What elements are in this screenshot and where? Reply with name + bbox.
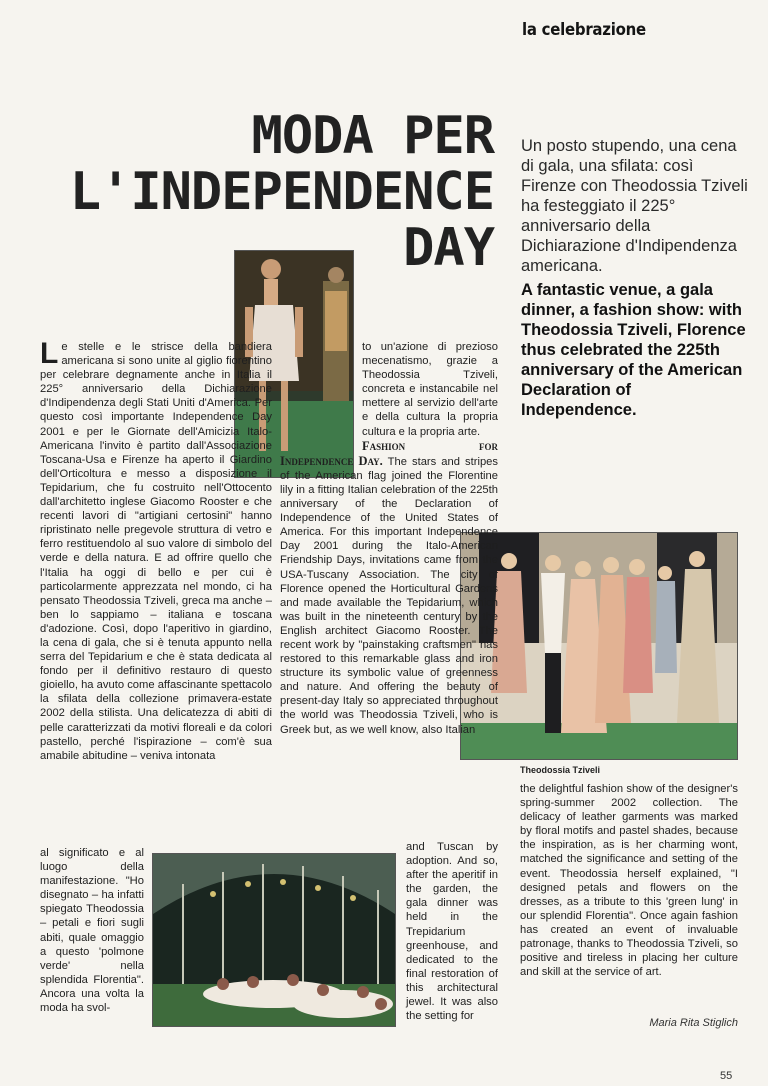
author-byline: Maria Rita Stiglich — [649, 1017, 738, 1029]
title-line-1: MODA PER — [251, 106, 494, 166]
title-line-3: DAY — [403, 218, 494, 278]
article-dek — [521, 136, 751, 420]
dropcap-letter: L — [40, 337, 59, 370]
dek-italian: Un posto stupendo, una cena di gala, una sfilata: così Firenze con Theodossia Tziveli ha festeggiato il 225° anniversario della Dichiarazione d'Indipendenza americana. — [521, 137, 748, 275]
body-column-1 — [40, 337, 272, 763]
body-column-3: the delightful fashion show of the designer's spring-summer 2002 collection. The delicacy of leather garments was marked by floral motifs and pastel shades, because the inspiration, as is her charming wont, matched the significance and setting of the event. Theodossia herself explained, "I designed petals and flowers on the dresses, as a tribute to this 'green lung' in our splendid Florentia". Once again fashion has created an event of invaluable patronage, thanks to Theodossia Tziveli, so positive and tireless in placing her culture and skill at the service of art. — [520, 783, 738, 979]
body-column-2-english — [280, 439, 498, 737]
body-column-2-english-text: The stars and stripes of the American flag joined the Florentine lily in a fitting Italian celebration of the 225th anniversary of the Declaration of Independence of the United States of America. For this important Independence Day 2001 during the Italo-American Friendship Days, invitations came from the USA-Tuscany Association. The city of Florence opened the Horticultural Gardens and made available the Tepidarium, which was built in the nineteenth century by the English architect Giacomo Rooster. The recent work by "painstaking craftsmen" has restored to this remarkable glass and iron structure its symbolic value of greenness and nature. And offering the beauty of present-day Italy so appreciated throughout the world was Theodossia Tziveli, who is Greek but, as we well know, also Italian — [280, 455, 498, 736]
section-label: la celebrazione — [522, 20, 646, 40]
gala-dinner-photo — [152, 853, 396, 1027]
group-models-photo — [460, 532, 738, 760]
body-column-2-italian: to un'azione di prezioso mecenatismo, grazie a Theodossia Tziveli, concreta e instancabile nel mettere al servizio dell'arte e della cultura la propria cultura e la propria arte. — [362, 341, 498, 438]
english-subhead: Fashion for Independence Day. — [280, 438, 498, 468]
photo-caption: Theodossia Tziveli — [520, 765, 601, 775]
body-column-2-continued: and Tuscan by adoption. And so, after the aperitif in the garden, the gala dinner was held in the Trepidarium greenhouse, and dedicated to the final restoration of this architectural jewel. It was also the setting for — [406, 841, 498, 1023]
title-line-2: L'INDEPENDENCE — [69, 162, 494, 222]
gala-dinner-image — [153, 854, 395, 1026]
page-number: 55 — [720, 1070, 733, 1082]
group-models-image — [461, 533, 737, 759]
body-column-1-text: e stelle e le strisce della bandiera americana si sono unite al giglio fiorentino per celebrare degnamente anche in Italia il 225° anniversario della Dichiarazione d'Indipendenza degli Stati Uniti d'America. Per questo così importante Independence Day 2001 e per le Giornate dell'Amicizia Italo-Americana l'invito è partito dall'Associazione Toscana-Usa e Firenze ha aperto il Giardino dell'Orticoltura e messo a disposizione il Tepidarium, che fu costruito nell'Ottocento dall'architetto inglese Giacomo Rooster e che recenti lavori di "artigiani certosini" hanno ripristinato nelle pregevole struttura di vetro e ferro restituendolo al suo valore di simbolo del verde e della natura. E ad offrire quello che l'Italia ha oggi di bello e per cui è particolarmente apprezzata nel mondo, ci ha pensato Theodossia Tziveli, greca ma anche – ben lo sappiamo – italiana e toscana d'adozione. Così, dopo l'aperitivo in giardino, la cena di gala, che si è tenuta appunto nella serra del Tepidarium e che è stata dedicata al fondo per il definitivo restauro di questo gioiello, ha avuto come affascinante spettacolo la sfilata della collezione primavera-estate 2002 della stilista. Una delicatezza di abiti di pelle caratterizzati da motivi floreali e da colori pastello, perché l'ispirazione – com'è sua amabile abitudine – veniva intonata — [40, 341, 272, 762]
body-column-1-continued: al significato e al luogo della manifestazione. "Ho disegnato – ha infatti spiegato Theodossia – petali e fiori sugli abiti, quale omaggio a questo 'polmone verde' nella splendida Florentia". Ancora una volta la moda ha svol- — [40, 847, 144, 1015]
body-column-2 — [280, 340, 498, 737]
dek-english: A fantastic venue, a gala dinner, a fashion show: with Theodossia Tziveli, Florence thus celebrated the 225th anniversary of the American Declaration of Independence. — [521, 281, 746, 419]
